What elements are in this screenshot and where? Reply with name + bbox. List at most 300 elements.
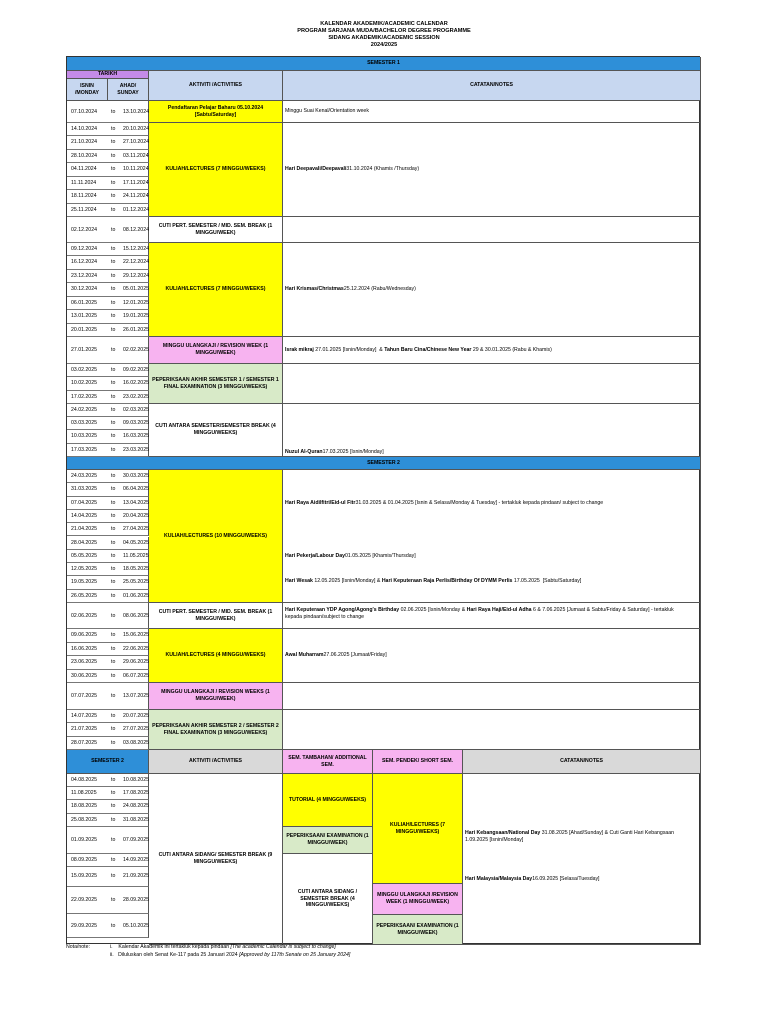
activity-lectures-1a: KULIAH/LECTURES (7 MINGGU/WEEKS) [149,123,283,217]
date-row [67,404,149,417]
date-end: 03.08.2025 [123,739,149,746]
footnote-i [110,944,336,951]
date-row [67,150,149,163]
activity-lectures-2a: KULIAH/LECTURES (10 MINGGU/WEEKS) [149,470,283,603]
short-revision: MINGGU ULANGKAJI /REVISION WEEK (1 MINGGU/WEEK) [373,884,463,915]
title-line-3: SIDANG AKADEMIK/ACADEMIC SESSION [328,35,440,41]
date-start: 01.09.2025 [71,837,97,843]
note-wesak-title: Hari Wesak [285,577,313,584]
date-start: 21.10.2024 [71,139,97,146]
date-end: 27.10.2024 [123,139,149,146]
date-start: 09.12.2024 [71,246,97,252]
date-to: to [111,313,116,319]
title-line-4: 2024/2025 [370,42,398,48]
date-to: to [111,286,116,293]
note-muharram-title: Awal Muharram [285,652,324,659]
date-row [67,590,149,603]
date-row [67,510,149,523]
break-notes-header: CATATAN/NOTES [463,750,701,774]
date-start: 29.09.2025 [71,922,97,929]
date-start: 03.02.2025 [71,367,97,373]
date-start: 04.08.2025 [71,777,97,783]
date-start: 17.03.2025 [71,446,97,453]
note-cell-nuzul [283,404,701,457]
date-to: to [111,109,116,115]
date-to: to [111,922,116,929]
date-end: 18.05.2025 [123,566,149,573]
date-start: 28.07.2025 [71,739,97,746]
note-cell-empty-1 [283,217,701,243]
date-start: 26.05.2025 [71,592,97,599]
date-row [67,391,149,404]
date-to: to [111,473,116,479]
date-end: 28.09.2025 [123,896,149,903]
note-agong-haji [283,607,685,620]
date-start: 19.05.2025 [71,579,97,586]
date-row [67,576,149,589]
date-row [67,163,149,176]
date-row [67,537,149,550]
date-start: 09.06.2025 [71,632,97,638]
date-to: to [111,592,116,599]
date-row [67,683,149,710]
note-cell-israk [283,337,701,364]
note-haji-text: 6 & 7.06.2025 [Jumaat & Sabtu/Friday & Saturday] - tertakluk kepada pindaan/subject to change [285,607,674,620]
tarikh-header: TARIKH [67,71,149,79]
date-to: to [111,672,116,679]
date-row [67,774,149,787]
date-end: 23.03.2025 [123,446,149,453]
date-to: to [111,713,116,719]
date-row [67,603,149,629]
note-cell-agong [283,603,701,629]
date-to: to [111,857,116,863]
date-start: 07.04.2025 [71,499,97,506]
date-end: 27.07.2025 [123,726,149,733]
note-labour-title: Hari Pekerja/Labour Day [285,552,345,559]
date-to: to [111,837,116,843]
date-start: 15.09.2025 [71,873,97,880]
date-start: 27.01.2025 [71,347,97,353]
activity-semester-break: CUTI ANTARA SEMESTER/SEMESTER BREAK (4 MINGGU/WEEKS) [149,404,283,457]
note-deepavali-text: 31.10.2024 (Khamis /Thursday) [346,166,420,173]
note-cell-empty-2 [283,364,701,404]
date-start: 30.06.2025 [71,672,97,679]
date-to: to [111,896,116,903]
date-end: 21.09.2025 [123,873,149,880]
note-nuzul [283,448,384,456]
date-start: 05.05.2025 [71,552,97,559]
date-row [67,550,149,563]
date-start: 07.10.2024 [71,109,97,115]
activities-header: AKTIVITI /ACTIVITIES [149,71,283,101]
date-end: 29.12.2024 [123,272,149,279]
date-to: to [111,816,116,823]
date-row [67,430,149,443]
date-end: 25.05.2025 [123,579,149,586]
note-haji-title: Hari Raya Haji/Eid-ul Adha [466,607,532,613]
note-labour-text: 01.05.2025 [Khamis/Thursday] [344,552,416,559]
note-israk-title: Israk mikraj [285,346,314,353]
date-start: 03.03.2025 [71,420,97,427]
date-to: to [111,126,116,132]
date-row [67,914,149,938]
note-perlis-title: Hari Keputeraan Raja Perlis/Birthday Of DYMM Perlis [381,577,513,584]
date-to: to [111,659,116,665]
date-end: 12.01.2025 [123,299,149,306]
date-end: 17.08.2025 [123,790,149,797]
date-start: 28.04.2025 [71,539,97,546]
date-to: to [111,246,116,252]
date-start: 21.07.2025 [71,726,97,733]
date-to: to [111,566,116,573]
note-national [463,830,697,843]
note-raya-title: Hari Raya Aidilfitri/Eid-ul Fitr [285,499,356,506]
date-row [67,814,149,827]
short-sem-header: SEM. PENDEK/ SHORT SEM. [373,750,463,774]
monday-header: ISNIN /MONDAY [67,79,108,101]
date-end: 23.02.2025 [123,393,149,400]
date-start: 21.04.2025 [71,526,97,533]
date-end: 08.12.2024 [123,227,149,233]
date-start: 11.08.2025 [71,790,97,797]
activity-mid-break-2: CUTI PERT. SEMESTER / MID. SEM. BREAK (1 MINGGU/WEEK) [149,603,283,629]
date-row [67,737,149,750]
date-to: to [111,693,116,699]
date-start: 10.03.2025 [71,433,97,440]
date-start: 18.08.2025 [71,803,97,810]
title-line-2: PROGRAM SARJANA MUDA/BACHELOR DEGREE PROGRAMME [297,28,471,34]
date-row [67,710,149,723]
date-to: to [111,632,116,638]
note-cny-title: Tahun Baru Cina/Chinese New Year [384,346,472,353]
date-end: 26.01.2025 [123,326,149,333]
note-agong-text: 02.06.2025 [Isnin/Monday & [399,607,467,613]
activity-lectures-2b: KULIAH/LECTURES (4 MINGGU/WEEKS) [149,629,283,683]
date-start: 23.06.2025 [71,659,97,665]
date-end: 29.06.2025 [123,659,149,665]
break-activities-header: AKTIVITI /ACTIVITIES [149,750,283,774]
footnote-ii [110,952,350,959]
date-row [67,337,149,364]
note-cell-empty-3 [283,683,701,710]
sunday-header: AHAD/ SUNDAY [108,79,149,101]
date-start: 02.12.2024 [71,227,97,233]
date-end: 07.09.2025 [123,837,149,843]
date-to: to [111,613,116,619]
footnote-label: Nota/note: [66,944,90,950]
semester1-band: SEMESTER 1 [67,57,701,71]
date-start: 16.06.2025 [71,645,97,652]
date-end: 11.05.2025 [123,552,149,559]
date-to: to [111,179,116,186]
date-end: 13.04.2025 [123,499,149,506]
activity-final-1: PEPERIKSAAN AKHIR SEMESTER 1 / SEMESTER 1 FINAL EXAMINATION (3 MINGGU/WEEKS) [149,364,283,404]
date-to: to [111,790,116,797]
date-to: to [111,272,116,279]
date-to: to [111,380,116,387]
break-notes-cell [463,774,701,945]
date-end: 05.01.2025 [123,286,149,293]
date-row [67,629,149,643]
date-end: 06.07.2025 [123,672,149,679]
date-row [67,444,149,457]
date-end: 31.08.2025 [123,816,149,823]
note-perlis-text: 17.05.2025 [Sabtu/Saturday] [512,577,582,584]
date-end: 01.06.2025 [123,592,149,599]
date-end: 22.12.2024 [123,259,149,266]
date-end: 24.11.2024 [123,193,149,199]
activity-final-2: PEPERIKSAAN AKHIR SEMESTER 2 / SEMESTER 2 FINAL EXAMINATION (3 MINGGU/WEEKS) [149,710,283,750]
date-row [67,364,149,377]
date-to: to [111,299,116,306]
date-row [67,217,149,243]
date-start: 16.12.2024 [71,259,97,266]
date-start: 30.12.2024 [71,286,97,293]
date-start: 07.07.2025 [71,693,97,699]
note-raya [283,499,603,507]
date-end: 17.11.2024 [123,179,149,186]
date-end: 22.06.2025 [123,645,149,652]
date-row [67,270,149,283]
date-row [67,101,149,123]
date-start: 17.02.2025 [71,393,97,400]
note-agong-title: Hari Keputeraan YDP Agong/Agong's Birthday [285,607,400,613]
date-row [67,643,149,657]
title-line-1: KALENDAR AKADEMIK/ACADEMIC CALENDAR [320,21,448,27]
note-wesak-perlis [283,577,581,585]
date-row [67,324,149,338]
note-malaysia-title: Hari Malaysia/Malaysia Day [465,875,533,882]
date-to: to [111,347,116,353]
additional-break: CUTI ANTARA SIDANG / SEMESTER BREAK (4 MINGGU/WEEKS) [283,854,373,945]
date-end: 08.06.2025 [123,613,149,619]
date-to: to [111,486,116,493]
date-to: to [111,552,116,559]
date-to: to [111,420,116,427]
date-start: 08.09.2025 [71,857,97,863]
date-to: to [111,803,116,810]
date-row [67,867,149,887]
short-lectures: KULIAH/LECTURES (7 MINGGU/WEEKS) [373,774,463,884]
date-row [67,483,149,496]
date-to: to [111,645,116,652]
date-row [67,887,149,914]
date-row [67,177,149,190]
date-start: 14.07.2025 [71,713,97,719]
date-end: 05.10.2025 [123,922,149,929]
date-start: 20.01.2025 [71,326,97,333]
date-row [67,800,149,813]
note-nuzul-title: Nuzul Al-Quran [285,448,323,455]
date-start: 13.01.2025 [71,313,97,319]
date-end: 27.04.2025 [123,526,149,533]
date-row [67,563,149,576]
date-end: 13.10.2024 [123,109,149,115]
date-end: 19.01.2025 [123,313,149,319]
note-cell-deepavali [283,123,701,217]
date-row [67,723,149,736]
date-start: 23.12.2024 [71,272,97,279]
date-end: 02.02.2025 [123,347,149,353]
date-end: 13.07.2025 [123,693,149,699]
note-cell-muharram [283,629,701,683]
date-row [67,243,149,256]
date-end: 10.08.2025 [123,777,149,783]
date-to: to [111,367,116,373]
break-semester2-header: SEMESTER 2 [67,750,149,774]
activity-mid-break-1: CUTI PERT. SEMESTER / MID. SEM. BREAK (1 MINGGU/WEEK) [149,217,283,243]
date-start: 11.11.2024 [71,179,97,186]
date-row [67,297,149,310]
date-row [67,256,149,269]
date-to: to [111,139,116,146]
date-row [67,283,149,296]
date-row [67,854,149,867]
note-nuzul-text: 17.03.2025 [Isnin/Monday] [322,448,384,455]
date-start: 22.09.2025 [71,896,97,903]
note-malaysia-text: 16.09.2025 [Selasa/Tuesday] [532,875,600,882]
date-start: 18.11.2024 [71,193,97,199]
note-cell-christmas [283,243,701,337]
date-end: 20.07.2025 [123,713,149,719]
date-to: to [111,579,116,586]
note-wesak-text: 12.05.2025 [Isnin/Monday] & [312,577,382,584]
note-cell-empty-4 [283,710,701,750]
date-row [67,827,149,854]
date-to: to [111,526,116,533]
date-end: 09.03.2025 [123,420,149,427]
note-national-title: Hari Kebangsaan/National Day [465,830,541,836]
date-row [67,497,149,510]
date-row [67,310,149,324]
date-to: to [111,227,116,233]
date-to: to [111,777,116,783]
note-raya-text: 31.03.2025 & 01.04.2025 [Isnin & Selasa/Monday & Tuesday] - tertakluk kepada pindaan/ subject to change [355,499,604,506]
date-to: to [111,407,116,413]
date-end: 20.04.2025 [123,512,149,519]
date-start: 25.11.2024 [71,206,97,213]
date-end: 16.02.2025 [123,380,149,387]
date-row [67,204,149,218]
date-end: 15.06.2025 [123,632,149,638]
date-end: 04.05.2025 [123,539,149,546]
date-row [67,523,149,536]
date-to: to [111,433,116,440]
date-end: 01.12.2024 [123,206,149,213]
date-row [67,136,149,149]
date-to: to [111,166,116,173]
footnote-i-text: i. Kalendar Akademik ini tertakluk kepada pindaan [110,944,231,950]
date-to: to [111,446,116,453]
date-row [67,656,149,670]
date-to: to [111,206,116,213]
note-cell-orientation [283,101,701,123]
date-end: 03.11.2024 [123,152,149,159]
date-to: to [111,739,116,746]
note-christmas [283,243,416,336]
calendar-table [66,56,700,944]
note-malaysia [463,875,600,883]
date-end: 09.02.2025 [123,367,149,373]
note-israk-cny [283,337,552,363]
date-to: to [111,499,116,506]
date-row [67,123,149,136]
activity-revision-1: MINGGU ULANGKAJI / REVISION WEEK (1 MINGGU/WEEK) [149,337,283,364]
note-orientation: Minggu Suai Kenal/Orientation week [285,108,369,115]
date-end: 16.03.2025 [123,433,149,440]
activity-orientation: Pendaftaran Pelajar Baharu 05.10.2024 [Sabtu/Saturday] [149,101,283,123]
note-christmas-text: 25.12.2024 (Rabu/Wednesday) [343,286,416,293]
activity-revision-2: MINGGU ULANGKAJI / REVISION WEEKS (1 MINGGU/WEEK) [149,683,283,710]
semester2-band: SEMESTER 2 [67,457,701,470]
date-to: to [111,193,116,199]
date-end: 30.03.2025 [123,473,149,479]
date-to: to [111,539,116,546]
notes-header: CATATAN/NOTES [283,71,701,101]
date-to: to [111,873,116,880]
date-start: 31.03.2025 [71,486,97,493]
date-row [67,787,149,800]
activity-lectures-1b: KULIAH/LECTURES (7 MINGGU/WEEKS) [149,243,283,337]
note-deepavali-title: Hari Deepavali/Deepavali [285,166,347,173]
note-national-text: 31.08.2025 [Ahad/Sunday] & Cuti Ganti Hari Kebangsaan 1.09.2025 [Isnin/Monday] [465,830,675,843]
date-start: 06.01.2025 [71,299,97,306]
date-start: 25.08.2025 [71,816,97,823]
note-cell-sem2-lectures [283,470,701,603]
additional-sem-header: SEM. TAMBAHAN/ ADDITIONAL SEM. [283,750,373,774]
footnote-i-italic: [The academic Calendar is subject to change] [230,944,336,950]
date-end: 06.04.2025 [123,486,149,493]
footnote-ii-italic: [Approved by 117th Senate on 25 January 2024] [239,952,351,958]
note-christmas-title: Hari Krismas/Christmas [285,286,344,293]
date-end: 15.12.2024 [123,246,149,252]
date-to: to [111,259,116,266]
date-start: 14.04.2025 [71,512,97,519]
date-row [67,377,149,390]
date-row [67,470,149,483]
note-labour [283,552,416,560]
additional-tutorial: TUTORIAL (4 MINGGU/WEEKS) [283,774,373,827]
date-start: 10.02.2025 [71,380,97,387]
date-start: 14.10.2024 [71,126,97,132]
break-cuti-sidang: CUTI ANTARA SIDANG/ SEMESTER BREAK (9 MINGGU/WEEKS) [149,774,283,945]
date-start: 28.10.2024 [71,152,97,159]
date-row [67,417,149,430]
date-end: 20.10.2024 [123,126,149,132]
note-muharram-text: 27.06.2025 [Jumaat/Friday] [323,652,387,659]
date-start: 04.11.2024 [71,166,97,173]
note-israk-text: 27.01.2025 [Isnin/Monday] & [313,346,385,353]
date-end: 24.08.2025 [123,803,149,810]
date-start: 02.06.2025 [71,613,97,619]
date-start: 24.02.2025 [71,407,97,413]
date-start: 24.03.2025 [71,473,97,479]
date-row [67,670,149,684]
additional-exam: PEPERIKSAAN/ EXAMINATION (1 MINGGU/WEEK) [283,827,373,854]
date-end: 10.11.2024 [123,166,149,173]
date-end: 02.03.2025 [123,407,149,413]
note-deepavali [283,123,419,216]
date-start: 12.05.2025 [71,566,97,573]
date-to: to [111,512,116,519]
date-to: to [111,393,116,400]
footnote-ii-text: ii. Diluluskan oleh Senat Ke-117 pada 25 Januari 2024 [110,952,240,958]
note-cny-text: 29 & 30.01.2025 (Rabu & Khamis) [471,346,552,353]
date-row [67,190,149,204]
date-to: to [111,726,116,733]
short-exam: PEPERIKSAAN/ EXAMINATION (1 MINGGU/WEEK) [373,915,463,945]
